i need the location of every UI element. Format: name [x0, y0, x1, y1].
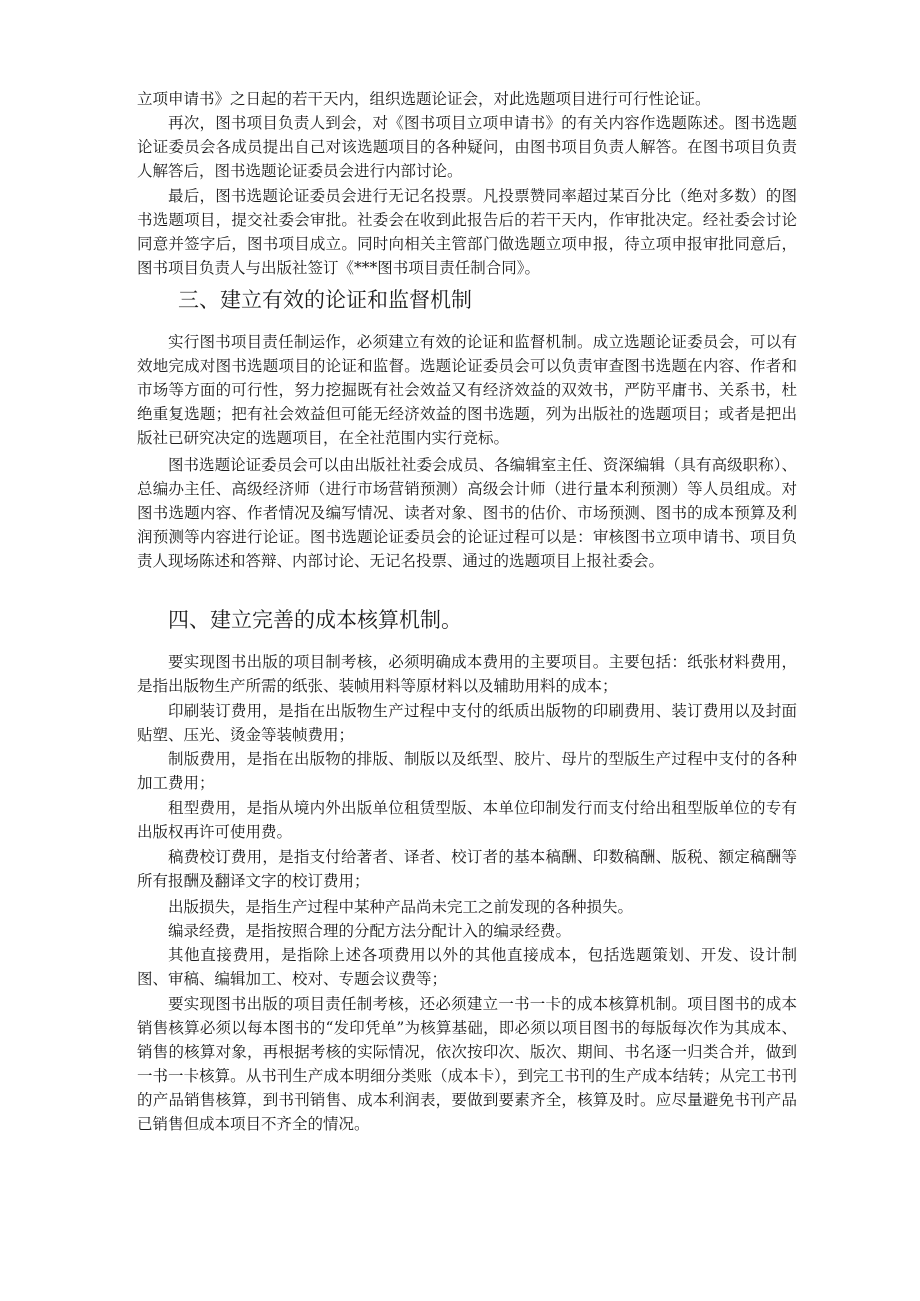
paragraph-cost-items: 要实现图书出版的项目制考核，必须明确成本费用的主要项目。主要包括：纸张材料费用，是指出版物生产所需的纸张、装帧用料等原材料以及辅助用料的成本； [137, 653, 797, 695]
paragraph-editing-fund: 编录经费，是指按照合理的分配方法分配计入的编录经费。 [168, 922, 572, 940]
paragraph-rental-cost: 租型费用，是指从境内外出版单位租赁型版、本单位印制发行而支付给出租型版单位的专有出版权再许可使用费。 [137, 799, 797, 841]
section-heading-4: 四、建立完善的成本核算机制。 [168, 608, 462, 632]
paragraph-committee-members: 图书选题论证委员会可以由出版社社委会成员、各编辑室主任、资深编辑（具有高级职称）、总编办主任、高级经济师（进行市场营销预测）高级会计师（进行量本利预测）等人员组成。对图书选题内容、作者情况及编写情况、读者对象、图书的估价、市场预测、图书的成本预算及利润预测等内容进行论证。图书选题论证委员会的论证过程可以是：审核图书立项申请书、项目负责人现场陈述和答辩、内部讨论、无记名投票、通过的选题项目上报社委会。 [137, 456, 797, 570]
paragraph-review-mechanism: 实行图书项目责任制运作，必须建立有效的论证和监督机制。成立选题论证委员会，可以有效地完成对图书选题项目的论证和监督。选题论证委员会可以负责审查图书选题在内容、作者和市场等方面的可行性，努力挖掘既有社会效益又有经济效益的双效书，严防平庸书、关系书，杜绝重复选题；把有社会效益但可能无经济效益的图书选题，列为出版社的选题项目；或者是把出版社已研究决定的选题项目，在全社范围内实行竞标。 [137, 333, 797, 447]
paragraph-royalty-cost: 稿费校订费用，是指支付给著者、译者、校订者的基本稿酬、印数稿酬、版税、额定稿酬等所有报酬及翻译文字的校订费用； [137, 848, 797, 890]
paragraph-cost-accounting: 要实现图书出版的项目责任制考核，还必须建立一书一卡的成本核算机制。项目图书的成本销售核算必须以每本图书的“发印凭单”为核算基础，即必须以项目图书的每版每次作为其成本、销售的核算对象，再根据考核的实际情况，依次按印次、版次、期间、书名逐一归类合并，做到一书一卡核算。从书刊生产成本明细分类账（成本卡），到完工书刊的生产成本结转；从完工书刊的产品销售核算，到书刊销售、成本利润表，要做到要素齐全，核算及时。应尽量避免书刊产品已销售但成本项目不齐全的情况。 [137, 995, 797, 1133]
paragraph-presentation: 再次，图书项目负责人到会，对《图书项目立项申请书》的有关内容作选题陈述。图书选题论证委员会各成员提出自己对该选题项目的各种疑问，由图书项目负责人解答。在图书项目负责人解答后，图书选题论证委员会进行内部讨论。 [137, 114, 797, 180]
paragraph-other-costs: 其他直接费用，是指除上述各项费用以外的其他直接成本，包括选题策划、开发、设计制图、审稿、编辑加工、校对、专题会议费等； [137, 946, 797, 988]
section-heading-3: 三、建立有效的论证和监督机制 [178, 288, 472, 312]
paragraph-publishing-loss: 出版损失，是指生产过程中某种产品尚未完工之前发现的各种损失。 [168, 898, 634, 916]
paragraph-plate-cost: 制版费用，是指在出版物的排版、制版以及纸型、胶片、母片的型版生产过程中支付的各种加工费用； [137, 750, 797, 792]
paragraph-continuation: 立项申请书》之日起的若干天内，组织选题论证会，对此选题项目进行可行性论证。 [137, 90, 711, 108]
paragraph-printing-cost: 印刷装订费用，是指在出版物生产过程中支付的纸质出版物的印刷费用、装订费用以及封面贴塑、压光、烫金等装帧费用； [137, 702, 797, 744]
paragraph-voting: 最后，图书选题论证委员会进行无记名投票。凡投票赞同率超过某百分比（绝对多数）的图书选题项目，提交社委会审批。社委会在收到此报告后的若干天内，作审批决定。经社委会讨论同意并签字后，图书项目成立。同时向相关主管部门做选题立项申报，待立项申报审批同意后，图书项目负责人与出版社签订《***图书项目责任制合同》。 [137, 187, 797, 277]
